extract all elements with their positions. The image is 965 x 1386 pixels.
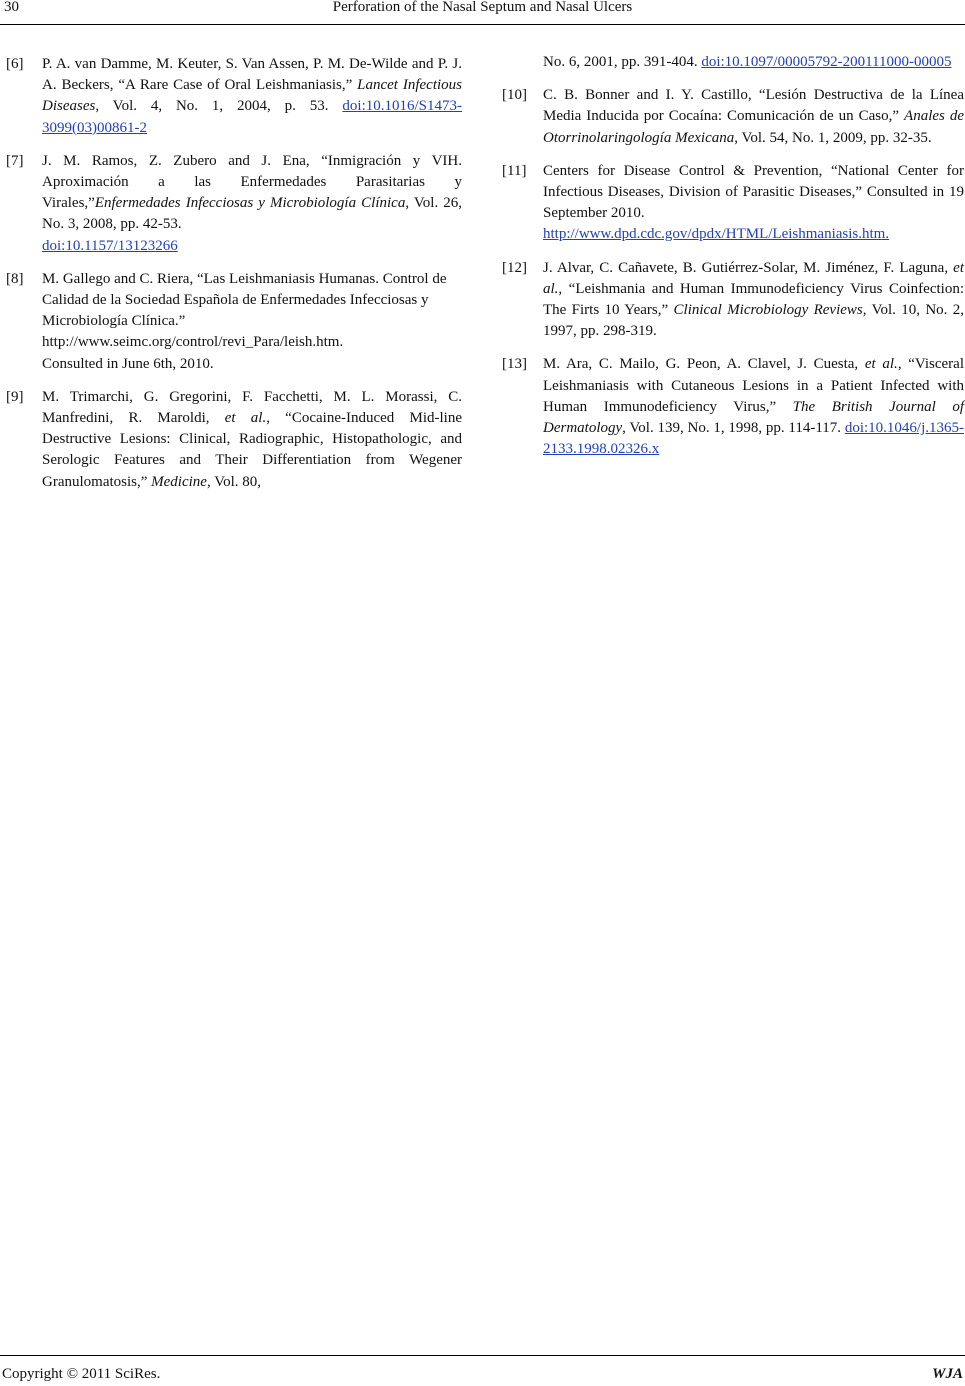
reference-authors: M. Ara, C. Mailo, G. Peon, A. Clavel, J. Cuesta, [543,356,865,373]
references-left-column [6,54,462,505]
reference-12 [502,258,964,343]
reference-et-al: et al. [543,259,964,297]
reference-text: M. Gallego and C. Riera, “Las Leishmaniasis Humanas. Control de Calidad de la Sociedad Española de Enfermedades Infecciosas y Microbiología Clínica.” [42,270,447,330]
reference-journal: Medicine [151,473,207,490]
reference-details: , Vol. 54, No. 1, 2009, pp. 32-35. [734,129,932,146]
reference-doi-link[interactable]: doi:10.1157/13123266 [42,237,178,254]
reference-et-al: et al. [864,356,898,373]
reference-7 [6,151,462,257]
reference-11 [502,161,964,246]
reference-details: , Vol. 139, No. 1, 1998, pp. 114-117. [622,420,845,437]
reference-9-continuation [502,52,964,73]
reference-9 [6,387,462,493]
reference-title: , “Cocaine-Induced Mid-line Destructive Lesions: Clinical, Radiographic, Histopathologic, and Serologic Features and Their Differentiation from Wegener Granulomatosis,” [42,410,462,490]
journal-abbrev: WJA [932,1366,963,1382]
reference-details: , Vol. 10, No. 2, 1997, pp. 298-319. [543,302,964,340]
reference-10 [502,85,964,149]
reference-number: [8] [6,270,24,287]
reference-number: [6] [6,56,24,72]
running-title: Perforation of the Nasal Septum and Nasal Ulcers [332,0,633,15]
reference-authors: M. Trimarchi, G. Gregorini, F. Facchetti, M. L. Morassi, C. Manfredini, R. Maroldi, [42,388,462,427]
reference-text: Centers for Disease Control & Prevention, “National Center for Infectious Diseases, Division of Parasitic Diseases,” Consulted in 19 September 2010. [543,162,964,222]
page-number: 30 [4,0,19,15]
reference-number: [11] [502,162,527,179]
reference-doi-link[interactable]: doi:10.1016/S1473-3099(03)00861-2 [42,98,462,136]
reference-6 [6,54,462,139]
reference-authors: J. Alvar, C. Cañavete, B. Gutiérrez-Solar, M. Jiménez, F. Laguna, [543,259,954,276]
reference-journal: Clinical Microbiology Reviews [673,302,863,319]
reference-authors-title: C. B. Bonner and I. Y. Castillo, “Lesión Destructiva de la Línea Media Inducida por Cocaína: Comunicación de un Caso,” [543,87,964,125]
header-rule [0,24,965,25]
reference-details: , Vol. 4, No. 1, 2004, p. 53. [95,98,343,115]
reference-details: , Vol. 80, [206,473,262,490]
reference-number: [10] [502,87,527,104]
reference-8 [6,269,462,375]
reference-authors-title: P. A. van Damme, M. Keuter, S. Van Assen, P. M. De-Wilde and P. J. A. Beckers, “A Rare Case of Oral Leishmaniasis,” [42,56,462,94]
continuation-text: No. 6, 2001, pp. 391-404. [543,54,698,70]
references-right-column [502,52,964,472]
reference-authors-title: J. M. Ramos, Z. Zubero and J. Ena, “Inmigración y VIH. Aproximación a las Enfermedades Parasitarias y Virales,” [42,152,462,212]
copyright: Copyright © 2011 SciRes. [2,1366,161,1382]
reference-title: , “Leishmania and Human Immunodeficiency Virus Coinfection: The Firts 10 Years,” [543,280,964,319]
reference-number: [13] [502,356,527,373]
reference-journal: Lancet Infectious Diseases [42,77,462,115]
reference-title: , “Visceral Leishmaniasis with Cutaneous Lesions in a Patient Infected with Human Immunodeficiency Virus,” [543,356,964,415]
reference-consulted: Consulted in June 6th, 2010. [42,355,214,372]
footer-rule [0,1355,965,1356]
reference-13 [502,354,964,460]
reference-url: http://www.seimc.org/control/revi_Para/leish.htm. [42,334,344,351]
reference-journal: Anales de Otorrinolaringología Mexicana [543,108,964,146]
reference-number: [7] [6,152,24,169]
reference-journal: Enfermedades Infecciosas y Microbiología Clínica [94,195,406,212]
reference-number: [9] [6,388,24,405]
reference-url-link[interactable]: http://www.dpd.cdc.gov/dpdx/HTML/Leishmaniasis.htm. [543,226,890,243]
reference-doi-link[interactable]: doi:10.1046/j.1365-2133.1998.02326.x [543,420,964,458]
reference-details: , Vol. 26, No. 3, 2008, pp. 42-53. [42,195,463,233]
reference-journal: The British Journal of Dermatology [543,398,964,437]
reference-doi-link[interactable]: doi:10.1097/00005792-200111000-00005 [701,54,952,70]
reference-number: [12] [502,259,527,276]
reference-et-al: et al. [224,410,267,427]
